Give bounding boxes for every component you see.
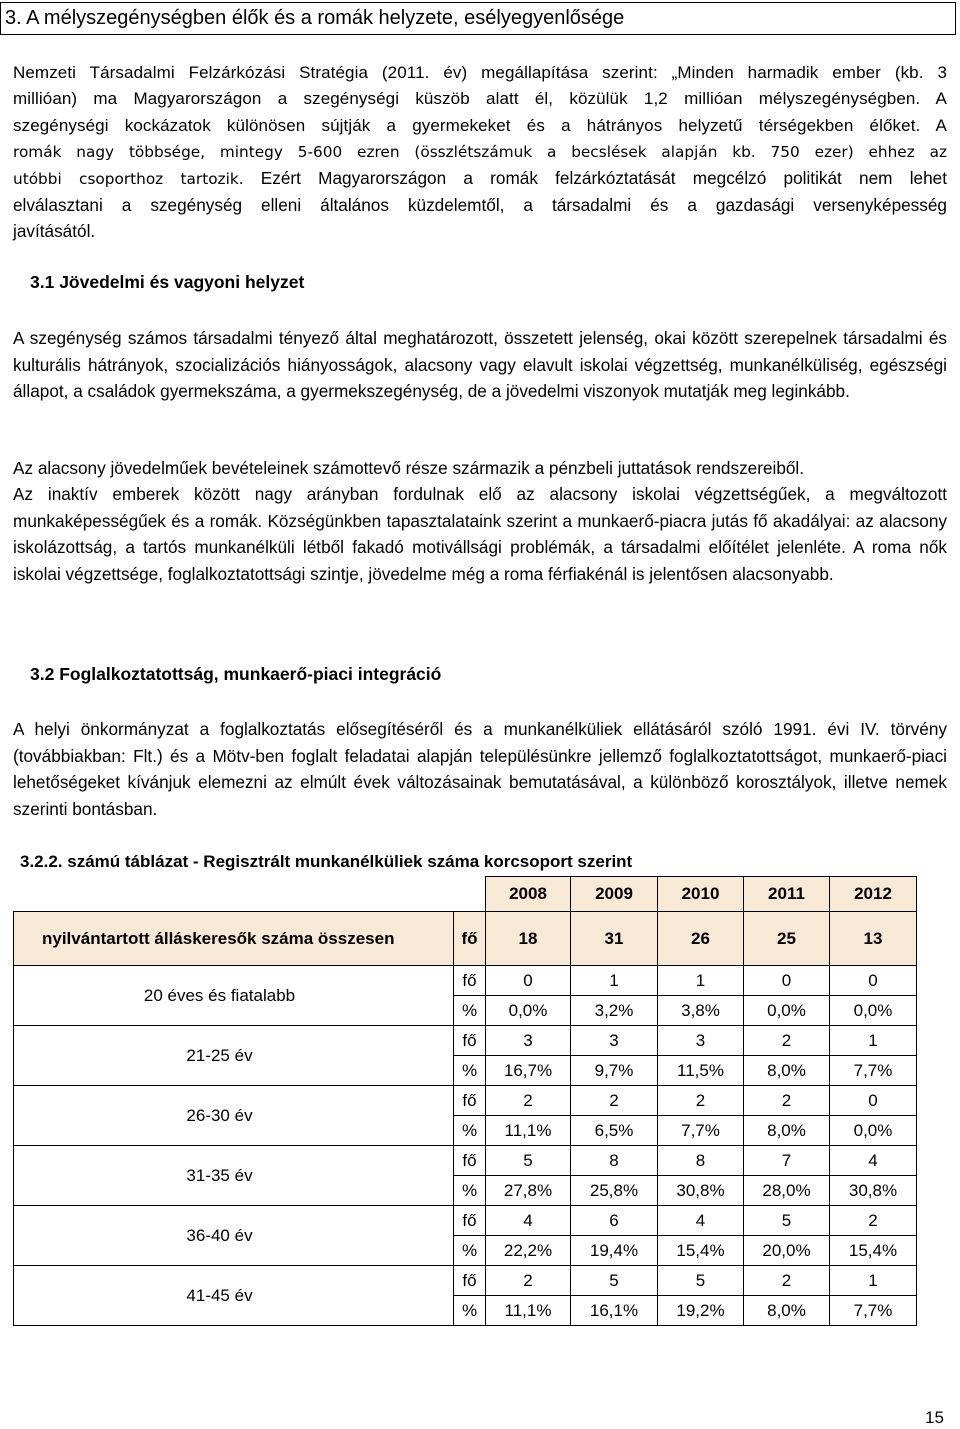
percent-cell: 3,8% (658, 996, 744, 1026)
count-cell: 1 (658, 966, 744, 996)
count-cell: 4 (830, 1146, 917, 1176)
count-cell: 1 (830, 1266, 917, 1296)
percent-cell: 15,4% (830, 1236, 917, 1266)
percent-cell: 16,1% (571, 1296, 658, 1326)
age-group-label: 41-45 év (14, 1266, 454, 1326)
count-cell: 0 (830, 966, 917, 996)
table-row (14, 1266, 917, 1296)
unit-cell: % (454, 1116, 486, 1146)
intro-text-segment: utóbbi csoporthoz tartozik. (13, 170, 244, 188)
year-header: 2008 (486, 877, 571, 912)
intro-line: szegénységi kockázatok különösen sújtják a gyermekeket és a hátrányos helyzetű térségekben élőket. A (13, 116, 947, 135)
percent-cell: 22,2% (486, 1236, 571, 1266)
total-value: 31 (571, 912, 658, 966)
count-cell: 3 (658, 1026, 744, 1056)
table-row (14, 1026, 917, 1056)
unit-cell: fő (454, 1206, 486, 1236)
percent-cell: 25,8% (571, 1176, 658, 1206)
percent-cell: 7,7% (830, 1056, 917, 1086)
count-cell: 2 (486, 1086, 571, 1116)
year-header: 2011 (744, 877, 830, 912)
percent-cell: 19,2% (658, 1296, 744, 1326)
table-caption: 3.2.2. számú táblázat - Regisztrált munkanélküliek száma korcsoport szerint (20, 852, 633, 871)
year-header: 2009 (571, 877, 658, 912)
count-cell: 0 (744, 966, 830, 996)
total-value: 13 (830, 912, 917, 966)
unit-cell: fő (454, 966, 486, 996)
percent-cell: 28,0% (744, 1176, 830, 1206)
intro-line: romák nagy többsége, mintegy 5-600 ezren (összlétszámuk a becslések alapján kb. 750 ezer) ehhez az (13, 143, 947, 161)
section-3-2-paragraph: A helyi önkormányzat a foglalkoztatás elősegítéséről és a munkanélküliek ellátásáról szóló 1991. évi IV. törvény (továbbiakban: Flt.) és a Mötv-ben foglalt feladatai alapján településünkre jellemző foglalkoztatottságot, munkaerő-piaci lehetőségeket kívánjuk elemezni az elmúlt évek változásainak bemutatásával, a különböző korosztályok, illetve nemek szerinti bontásban. (13, 719, 947, 819)
percent-cell: 6,5% (571, 1116, 658, 1146)
page-number: 15 (925, 1408, 944, 1427)
section-3-1-paragraph-2: Az alacsony jövedelműek bevételeinek számottevő része származik a pénzbeli juttatások rendszereiből. (13, 458, 805, 478)
count-cell: 2 (744, 1266, 830, 1296)
count-cell: 0 (830, 1086, 917, 1116)
total-value: 18 (486, 912, 571, 966)
count-cell: 2 (744, 1026, 830, 1056)
count-cell: 5 (486, 1146, 571, 1176)
count-cell: 2 (571, 1086, 658, 1116)
percent-cell: 7,7% (658, 1116, 744, 1146)
count-cell: 4 (486, 1206, 571, 1236)
table-row (14, 1146, 917, 1176)
count-cell: 1 (830, 1026, 917, 1056)
percent-cell: 11,5% (658, 1056, 744, 1086)
count-cell: 5 (658, 1266, 744, 1296)
section-3-1-paragraph-1: A szegénység számos társadalmi tényező által meghatározott, összetett jelenség, okai között szerepelnek társadalmi és kulturális hátrányok, szocializációs hiányosságok, alacsony vagy elavult iskolai végzettség, munkanélküliség, egészségi állapot, a családok gyermekszáma, a gyermekszegénység, de a jövedelmi viszonyok mutatják meg leginkább. (13, 328, 947, 401)
age-group-label: 36-40 év (14, 1206, 454, 1266)
percent-cell: 7,7% (830, 1296, 917, 1326)
intro-line: elválasztani a szegénység elleni általános küzdelemtől, a társadalmi és a gazdasági versenyképesség (13, 195, 947, 215)
percent-cell: 15,4% (658, 1236, 744, 1266)
year-header: 2010 (658, 877, 744, 912)
intro-line: javításától. (13, 221, 96, 241)
percent-cell: 16,7% (486, 1056, 571, 1086)
percent-cell: 30,8% (658, 1176, 744, 1206)
count-cell: 8 (658, 1146, 744, 1176)
section-3-1-paragraph-3: Az inaktív emberek között nagy arányban fordulnak elő az alacsony iskolai végzettségűek, a megváltozott munkaképességűek és a romák. Községünkben tapasztalataink szerint a munkaerő-piacra jutás fő akadályai: az alacsony iskolázottság, a tartós munkanélküli létből fakadó motivállsági problémák, a társadalmi előítélet jelenléte. A roma nők iskolai végzettsége, foglalkoztatottsági szintje, jövedelme még a roma férfiakénál is jelentősen alacsonyabb. (13, 484, 947, 584)
age-group-rows (14, 966, 917, 1326)
percent-cell: 11,1% (486, 1296, 571, 1326)
unit-cell: fő (454, 1266, 486, 1296)
percent-cell: 0,0% (486, 996, 571, 1026)
count-cell: 5 (744, 1206, 830, 1236)
unit-cell: % (454, 1296, 486, 1326)
section-title: 3. A mélyszegénységben élők és a romák helyzete, esélyegyenlősége (0, 2, 956, 35)
intro-line: millióan) ma Magyarországon a szegénységi küszöb alatt él, közülük 1,2 millióan mélyszegénységben. A (13, 89, 947, 108)
percent-cell: 8,0% (744, 1056, 830, 1086)
percent-cell: 27,8% (486, 1176, 571, 1206)
unit-cell: fő (454, 1146, 486, 1176)
table-row (14, 966, 917, 996)
section-heading-3-2: 3.2 Foglalkoztatottság, munkaerő-piaci integráció (30, 664, 442, 684)
age-group-label: 31-35 év (14, 1146, 454, 1206)
percent-cell: 0,0% (744, 996, 830, 1026)
age-group-label: 20 éves és fiatalabb (14, 966, 454, 1026)
intro-line: Nemzeti Társadalmi Felzárkózási Stratégia (2011. év) megállapítása szerint: „Minden harmadik ember (kb. 3 (13, 63, 947, 82)
count-cell: 2 (744, 1086, 830, 1116)
count-cell: 3 (486, 1026, 571, 1056)
percent-cell: 30,8% (830, 1176, 917, 1206)
unit-cell: % (454, 1176, 486, 1206)
percent-cell: 3,2% (571, 996, 658, 1026)
count-cell: 7 (744, 1146, 830, 1176)
intro-text-segment: Ezért Magyarországon a romák felzárkóztatását megcélzó politikát nem lehet (243, 168, 947, 188)
unit-cell: fő (454, 1026, 486, 1056)
count-cell: 3 (571, 1026, 658, 1056)
total-label: nyilvántartott álláskeresők száma összesen (14, 912, 454, 966)
count-cell: 2 (830, 1206, 917, 1236)
age-group-label: 21-25 év (14, 1026, 454, 1086)
percent-cell: 0,0% (830, 1116, 917, 1146)
count-cell: 8 (571, 1146, 658, 1176)
section-heading-3-1: 3.1 Jövedelmi és vagyoni helyzet (30, 272, 305, 292)
unit-cell: % (454, 996, 486, 1026)
percent-cell: 20,0% (744, 1236, 830, 1266)
total-value: 26 (658, 912, 744, 966)
table-row (14, 1086, 917, 1116)
table-row (14, 1206, 917, 1236)
unit-cell: fő (454, 1086, 486, 1116)
empty-cell (14, 877, 486, 912)
count-cell: 2 (658, 1086, 744, 1116)
table-header-row (14, 877, 917, 912)
count-cell: 5 (571, 1266, 658, 1296)
percent-cell: 11,1% (486, 1116, 571, 1146)
unit-cell: % (454, 1056, 486, 1086)
year-header: 2012 (830, 877, 917, 912)
unit-cell: fő (454, 912, 486, 966)
table-total-row (14, 912, 917, 966)
percent-cell: 8,0% (744, 1296, 830, 1326)
unit-cell: % (454, 1236, 486, 1266)
percent-cell: 9,7% (571, 1056, 658, 1086)
percent-cell: 8,0% (744, 1116, 830, 1146)
count-cell: 6 (571, 1206, 658, 1236)
intro-line (13, 165, 947, 193)
percent-cell: 0,0% (830, 996, 917, 1026)
total-value: 25 (744, 912, 830, 966)
count-cell: 2 (486, 1266, 571, 1296)
count-cell: 1 (571, 966, 658, 996)
percent-cell: 19,4% (571, 1236, 658, 1266)
unemployment-table (13, 876, 917, 1326)
count-cell: 4 (658, 1206, 744, 1236)
age-group-label: 26-30 év (14, 1086, 454, 1146)
count-cell: 0 (486, 966, 571, 996)
